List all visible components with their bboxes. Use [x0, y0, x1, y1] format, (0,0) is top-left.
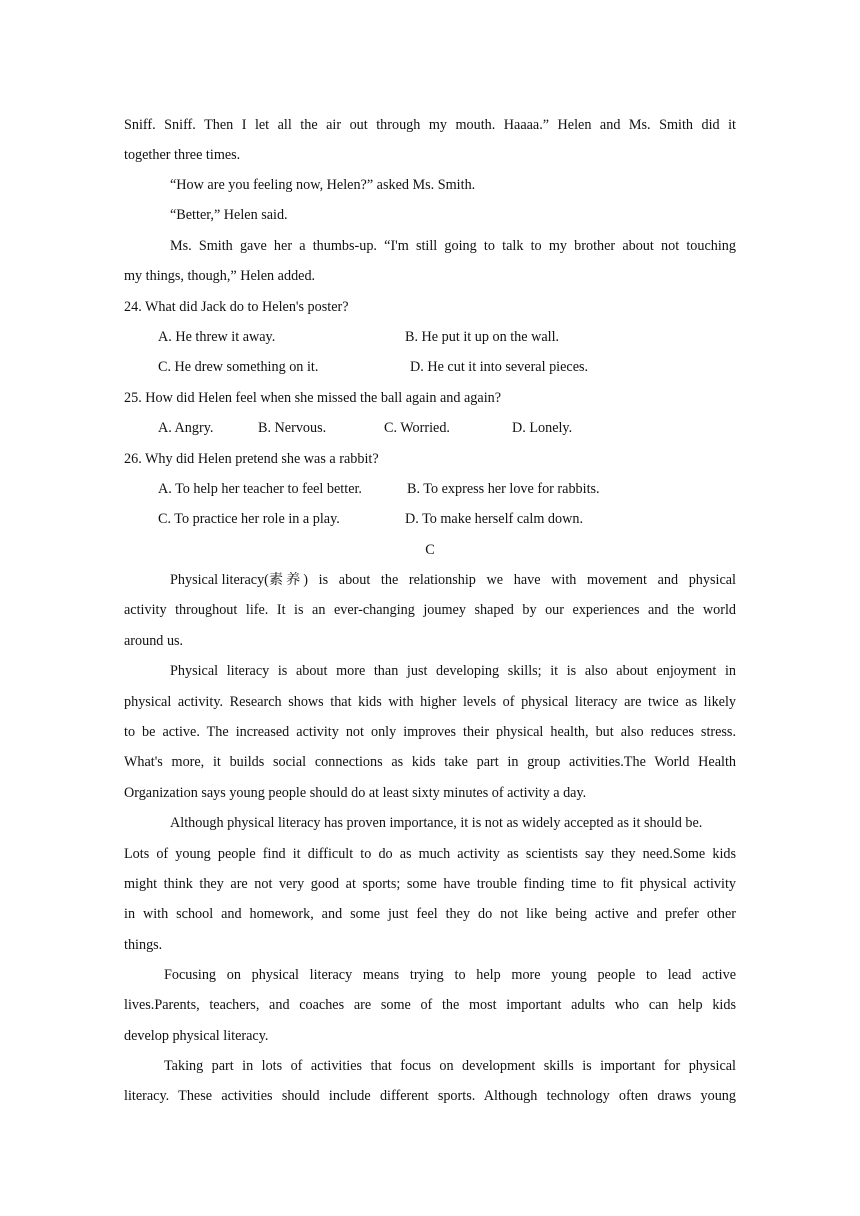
paragraph-line: Physical literacy is about more than just developing skills; it is also about enjoyment in [170, 663, 736, 679]
paragraph-line: Focusing on physical literacy means trying to help more young people to lead active [164, 967, 736, 983]
question-stem: 24. What did Jack do to Helen's poster? [124, 299, 349, 315]
option-b: B. Nervous. [258, 420, 327, 436]
paragraph-line: Lots of young people find it difficult to do as much activity as scientists say they need.Some kids [124, 846, 736, 862]
text-run: Physical literacy( [170, 572, 269, 588]
paragraph-line: develop physical literacy. [124, 1028, 269, 1044]
paragraph-line: things. [124, 937, 163, 953]
options-row [124, 474, 736, 504]
paragraph-line: lives.Parents, teachers, and coaches are some of the most important adults who can help kids [124, 997, 736, 1013]
story-line: “How are you feeling now, Helen?” asked Ms. Smith. [170, 177, 476, 193]
chinese-gloss: 素养 [268, 572, 304, 588]
options-row [124, 504, 736, 534]
option-c: C. To practice her role in a play. [158, 511, 340, 527]
option-c: C. Worried. [384, 420, 450, 436]
option-a: A. To help her teacher to feel better. [158, 481, 362, 497]
option-a: A. He threw it away. [158, 329, 276, 345]
paragraph-line: Although physical literacy has proven importance, it is not as widely accepted as it should be. [170, 815, 703, 831]
option-d: D. Lonely. [512, 420, 573, 436]
story-line: “Better,” Helen said. [170, 207, 288, 223]
text-run: ) is about the relationship we have with movement and physical [303, 572, 736, 588]
question-stem: 25. How did Helen feel when she missed the ball again and again? [124, 390, 502, 406]
option-d: D. He cut it into several pieces. [410, 359, 589, 375]
story-line: together three times. [124, 147, 241, 163]
story-line: my things, though,” Helen added. [124, 268, 316, 284]
paragraph-line: literacy. These activities should include different sports. Although technology often draws young [124, 1088, 736, 1104]
paragraph-line: in with school and homework, and some just feel they do not like being active and prefer other [124, 906, 736, 922]
paragraph-line: activity throughout life. It is an ever-changing joumey shaped by our experiences and the world [124, 602, 736, 618]
paragraph-line [170, 565, 736, 595]
section-heading: C [425, 542, 435, 558]
option-b: B. To express her love for rabbits. [407, 481, 600, 497]
options-row [124, 352, 736, 382]
options-row [124, 322, 736, 352]
paragraph-line: Taking part in lots of activities that focus on development skills is important for physical [164, 1058, 736, 1074]
question-stem: 26. Why did Helen pretend she was a rabbit? [124, 451, 379, 467]
option-c: C. He drew something on it. [158, 359, 319, 375]
paragraph-line: Organization says young people should do at least sixty minutes of activity a day. [124, 785, 587, 801]
story-line: Ms. Smith gave her a thumbs-up. “I'm still going to talk to my brother about not touching [170, 238, 736, 254]
paragraph-line: to be active. The increased activity not only improves their physical health, but also reduces stress. [124, 724, 736, 740]
paragraph-line: around us. [124, 633, 184, 649]
paragraph-line: What's more, it builds social connections as kids take part in group activities.The World Health [124, 754, 736, 770]
paragraph-line: might think they are not very good at sports; some have trouble finding time to fit physical activity [124, 876, 736, 892]
option-a: A. Angry. [158, 420, 214, 436]
option-b: B. He put it up on the wall. [405, 329, 560, 345]
paragraph-line: physical activity. Research shows that kids with higher levels of physical literacy are twice as likely [124, 694, 736, 710]
option-d: D. To make herself calm down. [405, 511, 584, 527]
story-line: Sniff. Sniff. Then I let all the air out through my mouth. Haaaa.” Helen and Ms. Smith did it [124, 117, 736, 133]
options-row [124, 413, 736, 443]
